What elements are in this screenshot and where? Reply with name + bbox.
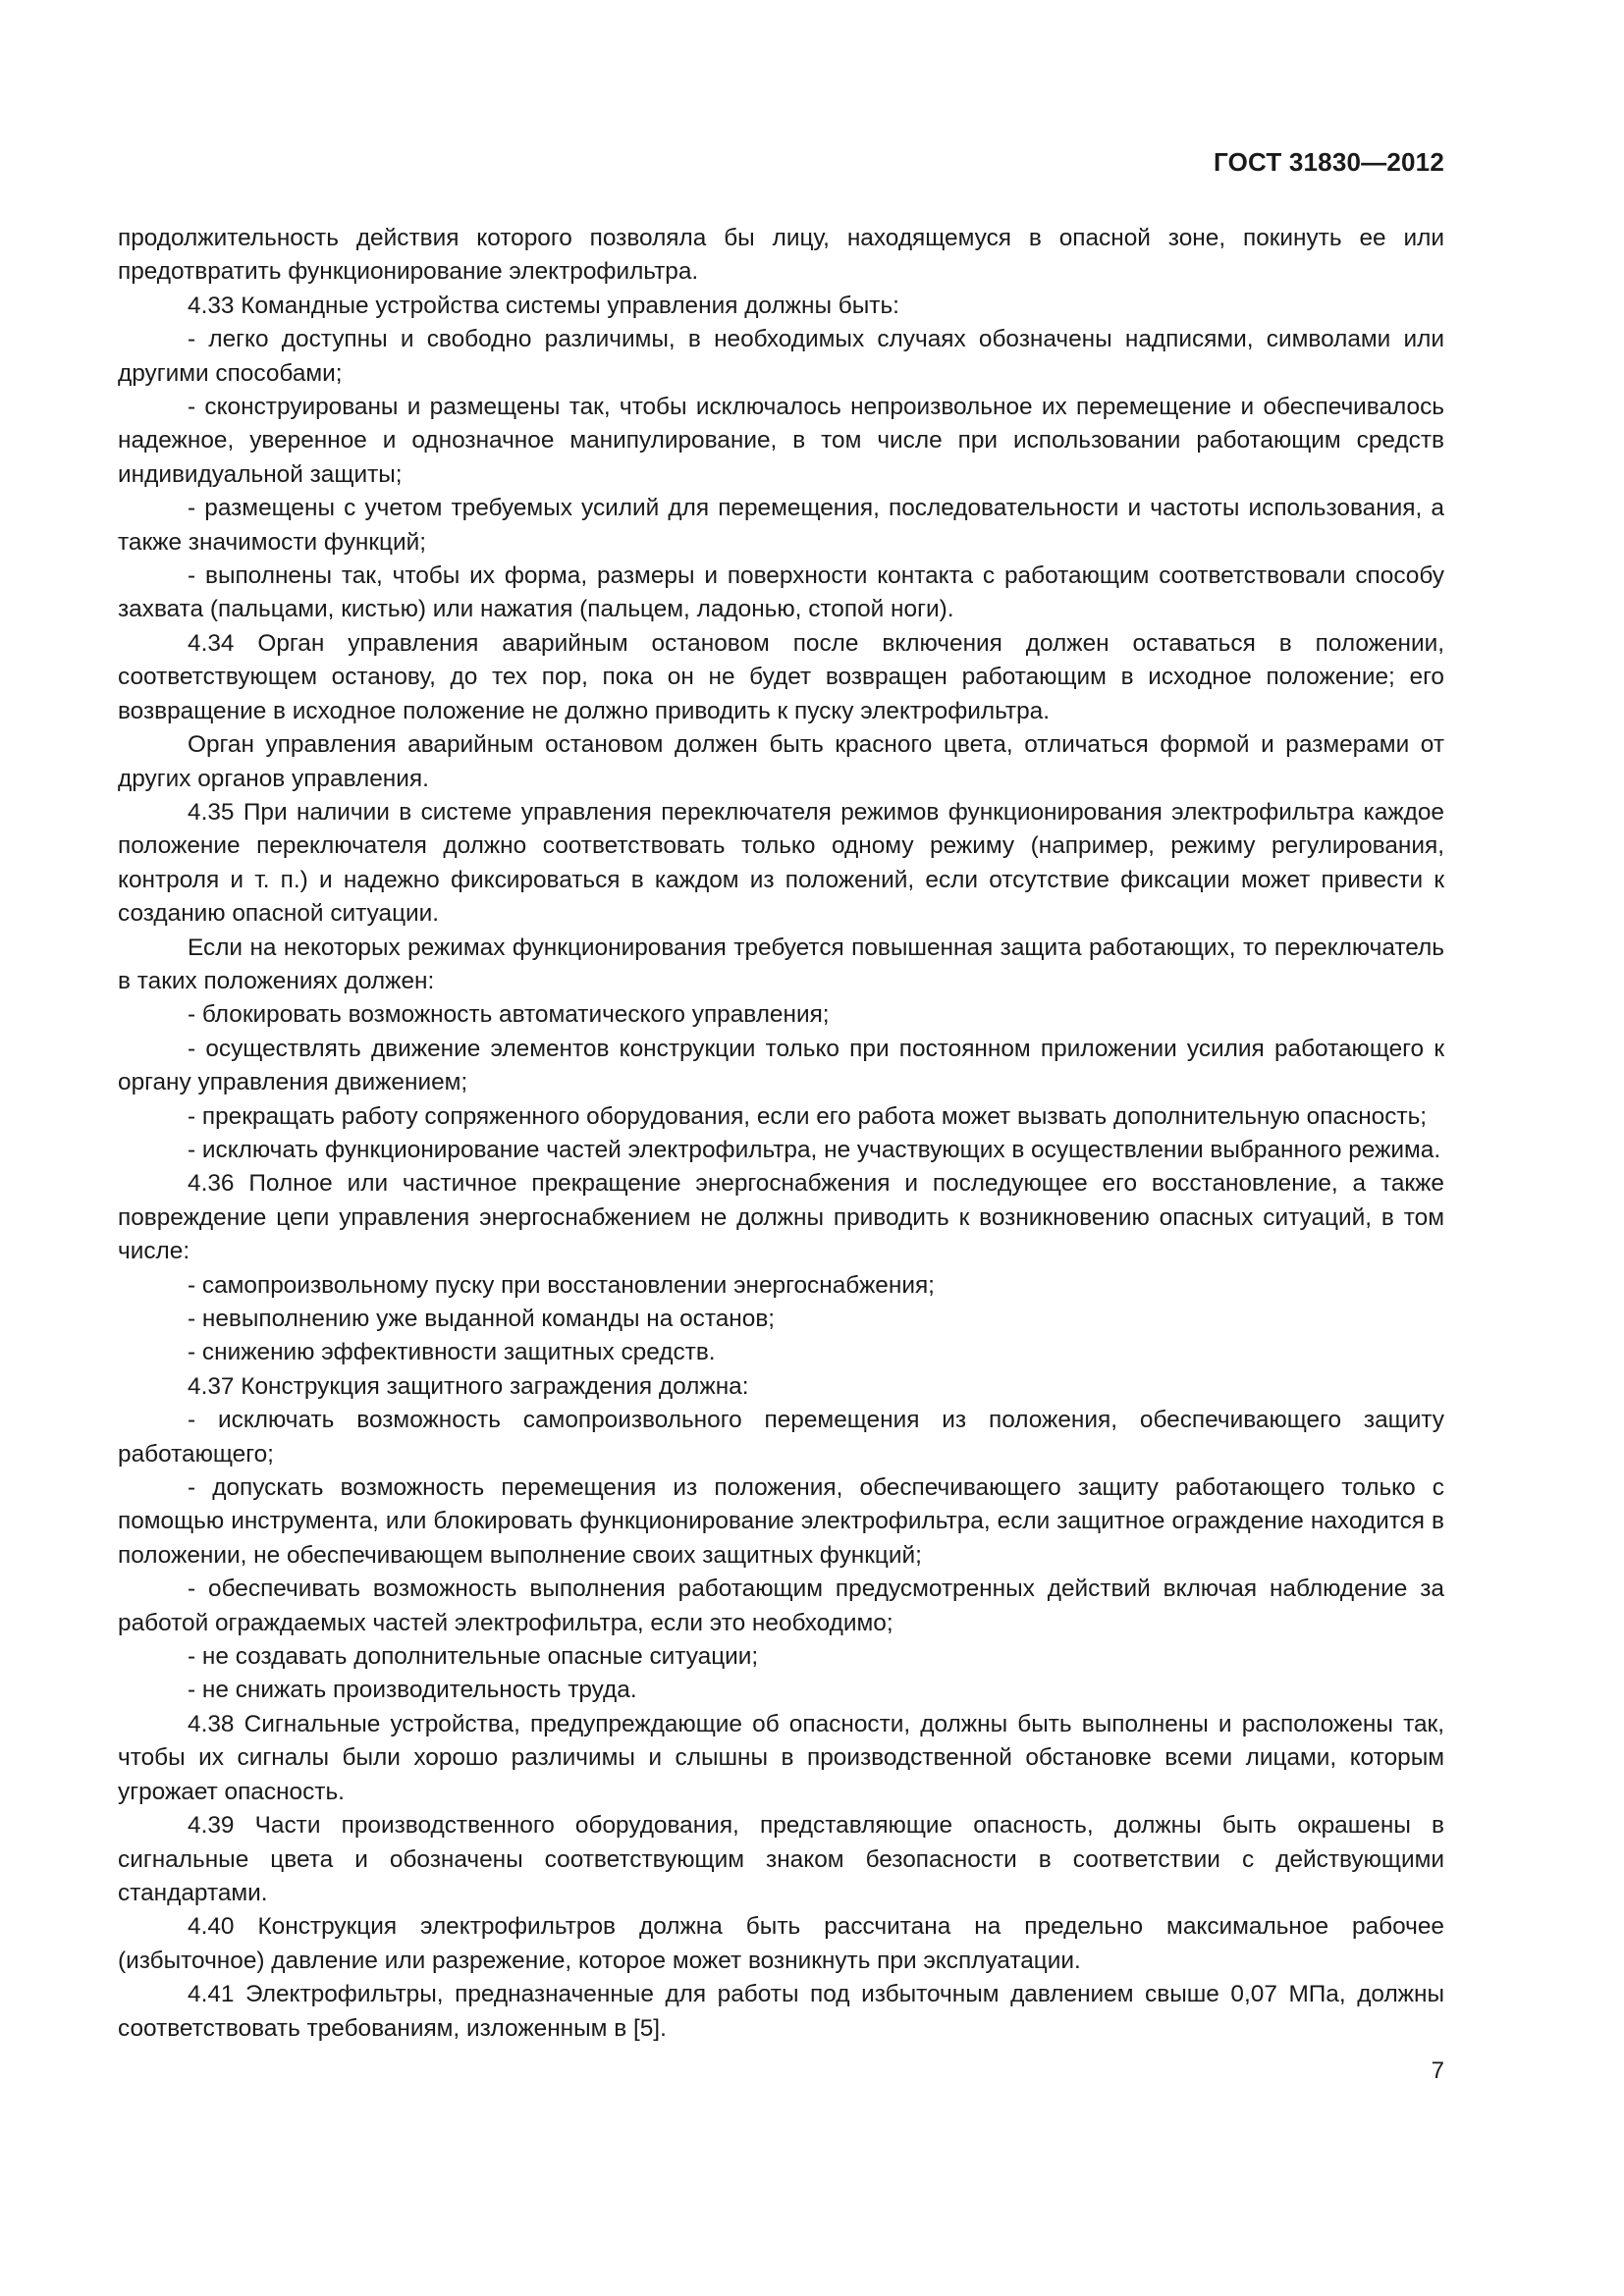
list-item: - размещены с учетом требуемых усилий для перемещения, последовательности и частоты использования, а также значимости функций; xyxy=(118,495,1444,556)
list-item: - допускать возможность перемещения из положения, обеспечивающего защиту работающего только с помощью инструмента, или блокировать функционирование электрофильтра, если защитное ограждение находится в положении, не обеспечивающем выполнение своих защитных функций; xyxy=(118,1474,1444,1569)
list-item: - прекращать работу сопряженного оборудования, если его работа может вызвать дополнительную опасность; xyxy=(188,1102,1428,1130)
list-item: - снижению эффективности защитных средств. xyxy=(188,1339,716,1366)
document-header xyxy=(1214,147,1444,178)
list-item: - исключать возможность самопроизвольного перемещения из положения, обеспечивающего защиту работающего; xyxy=(118,1407,1444,1468)
list-item: - обеспечивать возможность выполнения работающим предусмотренных действий включая наблюдение за работой ограждаемых частей электрофильтра, если это необходимо; xyxy=(118,1575,1444,1636)
list-item: - блокировать возможность автоматического управления; xyxy=(188,1001,830,1029)
document-body xyxy=(118,222,1444,2046)
clause-4-35: 4.35 При наличии в системе управления переключателя режимов функционирования электрофильтра каждое положение переключателя должно соответствовать только одному режиму (например, режиму регулирования, контроля и т. п.) и надежно фиксироваться в каждом из положений, если отсутствие фиксации может привести к созданию опасной ситуации. xyxy=(118,798,1444,928)
list-item: - исключать функционирование частей электрофильтра, не участвующих в осуществлении выбранного режима. xyxy=(188,1136,1441,1163)
clause-4-40: 4.40 Конструкция электрофильтров должна быть рассчитана на предельно максимальное рабочее (избыточное) давление или разрежение, которое может возникнуть при эксплуатации. xyxy=(118,1913,1444,1974)
list-item: - самопроизвольному пуску при восстановлении энергоснабжения; xyxy=(188,1271,935,1299)
standard-designation: ГОСТ 31830—2012 xyxy=(1214,147,1444,177)
clause-4-37: 4.37 Конструкция защитного заграждения должна: xyxy=(188,1372,749,1400)
paragraph: Если на некоторых режимах функционирования требуется повышенная защита работающих, то переключатель в таких положениях должен: xyxy=(118,934,1444,994)
list-item: - выполнены так, чтобы их форма, размеры и поверхности контакта с работающим соответствовали способу захвата (пальцами, кистью) или нажатия (пальцем, ладонью, стопой ноги). xyxy=(118,562,1444,623)
list-item: - невыполнению уже выданной команды на останов; xyxy=(188,1306,776,1332)
clause-4-38: 4.38 Сигнальные устройства, предупреждающие об опасности, должны быть выполнены и расположены так, чтобы их сигналы были хорошо различимы и слышны в производственной обстановке всеми лицами, которым угрожает опасность. xyxy=(118,1710,1444,1805)
list-item: - сконструированы и размещены так, чтобы исключалось непроизвольное их перемещение и обеспечивалось надежное, уверенное и однозначное манипулирование, в том числе при использовании работающим средств индивидуальной защиты; xyxy=(118,394,1444,488)
paragraph-continuation: продолжительность действия которого позволяла бы лицу, находящемуся в опасной зоне, покинуть ее или предотвратить функционирование электрофильтра. xyxy=(118,225,1444,286)
list-item: - легко доступны и свободно различимы, в необходимых случаях обозначены надписями, символами или другими способами; xyxy=(118,326,1444,387)
list-item: - не снижать производительность труда. xyxy=(188,1677,637,1704)
paragraph: Орган управления аварийным остановом должен быть красного цвета, отличаться формой и размерами от других органов управления. xyxy=(118,731,1444,792)
clause-4-41: 4.41 Электрофильтры, предназначенные для работы под избыточным давлением свыше 0,07 МПа, должны соответствовать требованиям, изложенным в [5]. xyxy=(118,1981,1444,2042)
page-number: 7 xyxy=(1431,2057,1444,2084)
clause-4-33: 4.33 Командные устройства системы управления должны быть: xyxy=(188,292,899,319)
clause-4-34: 4.34 Орган управления аварийным остановом после включения должен оставаться в положении, соответствующем останову, до тех пор, пока он не будет возвращен работающим в исходное положение; его возвращение в исходное положение не должно приводить к пуску электрофильтра. xyxy=(118,629,1444,724)
clause-4-39: 4.39 Части производственного оборудования, представляющие опасность, должны быть окрашены в сигнальные цвета и обозначены соответствующим знаком безопасности в соответствии с действующими стандартами. xyxy=(118,1812,1444,1906)
clause-4-36: 4.36 Полное или частичное прекращение энергоснабжения и последующее его восстановление, а также повреждение цепи управления энергоснабжением не должны приводить к возникновению опасных ситуаций, в том числе: xyxy=(118,1170,1444,1265)
list-item: - осуществлять движение элементов конструкции только при постоянном приложении усилия работающего к органу управления движением; xyxy=(118,1035,1444,1096)
list-item: - не создавать дополнительные опасные ситуации; xyxy=(188,1643,759,1671)
